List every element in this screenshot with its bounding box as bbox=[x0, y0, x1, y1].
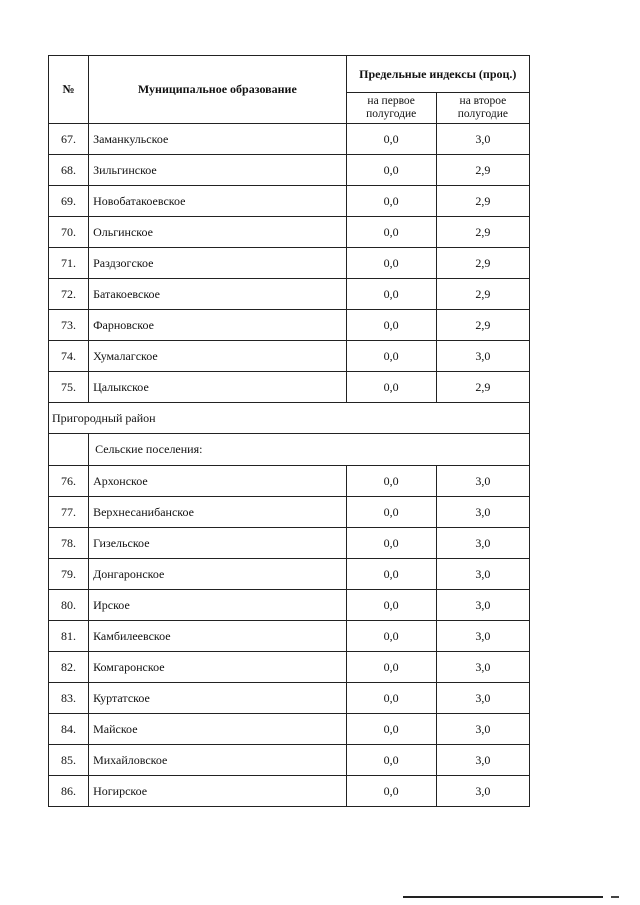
row-number: 80. bbox=[49, 590, 89, 621]
row-first-half: 0,0 bbox=[346, 683, 436, 714]
row-first-half: 0,0 bbox=[346, 217, 436, 248]
row-number: 86. bbox=[49, 776, 89, 807]
row-municipality: Ольгинское bbox=[89, 217, 347, 248]
row-first-half: 0,0 bbox=[346, 279, 436, 310]
table-row bbox=[49, 155, 530, 186]
footer-dash bbox=[611, 896, 619, 898]
row-first-half: 0,0 bbox=[346, 652, 436, 683]
table-row bbox=[49, 776, 530, 807]
row-second-half: 2,9 bbox=[436, 248, 529, 279]
row-second-half: 3,0 bbox=[436, 497, 529, 528]
table-row bbox=[49, 466, 530, 497]
row-municipality: Архонское bbox=[89, 466, 347, 497]
header-second-half: на второе полугодие bbox=[436, 93, 529, 124]
table-row bbox=[49, 124, 530, 155]
row-number: 68. bbox=[49, 155, 89, 186]
table-row bbox=[49, 217, 530, 248]
header-number: № bbox=[49, 56, 89, 124]
row-first-half: 0,0 bbox=[346, 310, 436, 341]
row-number: 82. bbox=[49, 652, 89, 683]
footer-rule bbox=[403, 896, 603, 898]
row-second-half: 3,0 bbox=[436, 652, 529, 683]
row-second-half: 3,0 bbox=[436, 745, 529, 776]
row-first-half: 0,0 bbox=[346, 341, 436, 372]
row-municipality: Цалыкское bbox=[89, 372, 347, 403]
row-second-half: 3,0 bbox=[436, 124, 529, 155]
row-municipality: Гизельское bbox=[89, 528, 347, 559]
row-number: 84. bbox=[49, 714, 89, 745]
row-municipality: Комгаронское bbox=[89, 652, 347, 683]
row-second-half: 2,9 bbox=[436, 217, 529, 248]
row-number: 71. bbox=[49, 248, 89, 279]
row-first-half: 0,0 bbox=[346, 776, 436, 807]
row-first-half: 0,0 bbox=[346, 714, 436, 745]
row-first-half: 0,0 bbox=[346, 745, 436, 776]
row-number: 74. bbox=[49, 341, 89, 372]
header-first-half: на первое полугодие bbox=[346, 93, 436, 124]
table-row bbox=[49, 714, 530, 745]
table-row bbox=[49, 621, 530, 652]
table-row bbox=[49, 652, 530, 683]
table-header-row bbox=[49, 56, 530, 93]
row-municipality: Хумалагское bbox=[89, 341, 347, 372]
row-number: 79. bbox=[49, 559, 89, 590]
row-municipality: Ногирское bbox=[89, 776, 347, 807]
row-municipality: Фарновское bbox=[89, 310, 347, 341]
row-first-half: 0,0 bbox=[346, 466, 436, 497]
row-first-half: 0,0 bbox=[346, 528, 436, 559]
row-municipality: Верхнесанибанское bbox=[89, 497, 347, 528]
row-first-half: 0,0 bbox=[346, 155, 436, 186]
row-municipality: Камбилеевское bbox=[89, 621, 347, 652]
table-row bbox=[49, 745, 530, 776]
table-row bbox=[49, 528, 530, 559]
table-row bbox=[49, 559, 530, 590]
section-row bbox=[49, 403, 530, 434]
table-row bbox=[49, 279, 530, 310]
subsection-row bbox=[49, 434, 530, 466]
row-second-half: 3,0 bbox=[436, 341, 529, 372]
row-second-half: 2,9 bbox=[436, 279, 529, 310]
row-number: 70. bbox=[49, 217, 89, 248]
row-second-half: 2,9 bbox=[436, 372, 529, 403]
row-municipality: Донгаронское bbox=[89, 559, 347, 590]
row-number: 72. bbox=[49, 279, 89, 310]
row-first-half: 0,0 bbox=[346, 559, 436, 590]
row-municipality: Майское bbox=[89, 714, 347, 745]
row-first-half: 0,0 bbox=[346, 497, 436, 528]
row-first-half: 0,0 bbox=[346, 248, 436, 279]
row-number: 77. bbox=[49, 497, 89, 528]
row-number: 69. bbox=[49, 186, 89, 217]
row-number: 85. bbox=[49, 745, 89, 776]
row-first-half: 0,0 bbox=[346, 621, 436, 652]
row-municipality: Раздзогское bbox=[89, 248, 347, 279]
row-second-half: 3,0 bbox=[436, 466, 529, 497]
row-second-half: 3,0 bbox=[436, 776, 529, 807]
row-second-half: 3,0 bbox=[436, 683, 529, 714]
header-municipality: Муниципальное образование bbox=[89, 56, 347, 124]
indices-table bbox=[48, 55, 530, 807]
table-row bbox=[49, 310, 530, 341]
subsection-title: Сельские поселения: bbox=[89, 434, 530, 466]
row-first-half: 0,0 bbox=[346, 372, 436, 403]
row-number: 78. bbox=[49, 528, 89, 559]
row-second-half: 3,0 bbox=[436, 590, 529, 621]
row-number: 73. bbox=[49, 310, 89, 341]
table-row bbox=[49, 186, 530, 217]
subsection-empty-cell bbox=[49, 434, 89, 466]
table-row bbox=[49, 683, 530, 714]
table-row bbox=[49, 372, 530, 403]
row-municipality: Куртатское bbox=[89, 683, 347, 714]
table-row bbox=[49, 341, 530, 372]
table-row bbox=[49, 248, 530, 279]
row-municipality: Зильгинское bbox=[89, 155, 347, 186]
row-number: 76. bbox=[49, 466, 89, 497]
row-number: 67. bbox=[49, 124, 89, 155]
row-municipality: Ирское bbox=[89, 590, 347, 621]
table-row bbox=[49, 497, 530, 528]
row-first-half: 0,0 bbox=[346, 124, 436, 155]
row-second-half: 3,0 bbox=[436, 528, 529, 559]
row-municipality: Батакоевское bbox=[89, 279, 347, 310]
row-municipality: Заманкульское bbox=[89, 124, 347, 155]
row-second-half: 2,9 bbox=[436, 155, 529, 186]
row-second-half: 3,0 bbox=[436, 559, 529, 590]
row-number: 81. bbox=[49, 621, 89, 652]
row-number: 83. bbox=[49, 683, 89, 714]
header-indices-title: Предельные индексы (проц.) bbox=[346, 56, 529, 93]
row-second-half: 2,9 bbox=[436, 310, 529, 341]
row-municipality: Михайловское bbox=[89, 745, 347, 776]
row-second-half: 3,0 bbox=[436, 621, 529, 652]
row-municipality: Новобатакоевское bbox=[89, 186, 347, 217]
row-first-half: 0,0 bbox=[346, 186, 436, 217]
section-title: Пригородный район bbox=[49, 403, 530, 434]
row-second-half: 2,9 bbox=[436, 186, 529, 217]
row-first-half: 0,0 bbox=[346, 590, 436, 621]
row-number: 75. bbox=[49, 372, 89, 403]
row-second-half: 3,0 bbox=[436, 714, 529, 745]
table-row bbox=[49, 590, 530, 621]
